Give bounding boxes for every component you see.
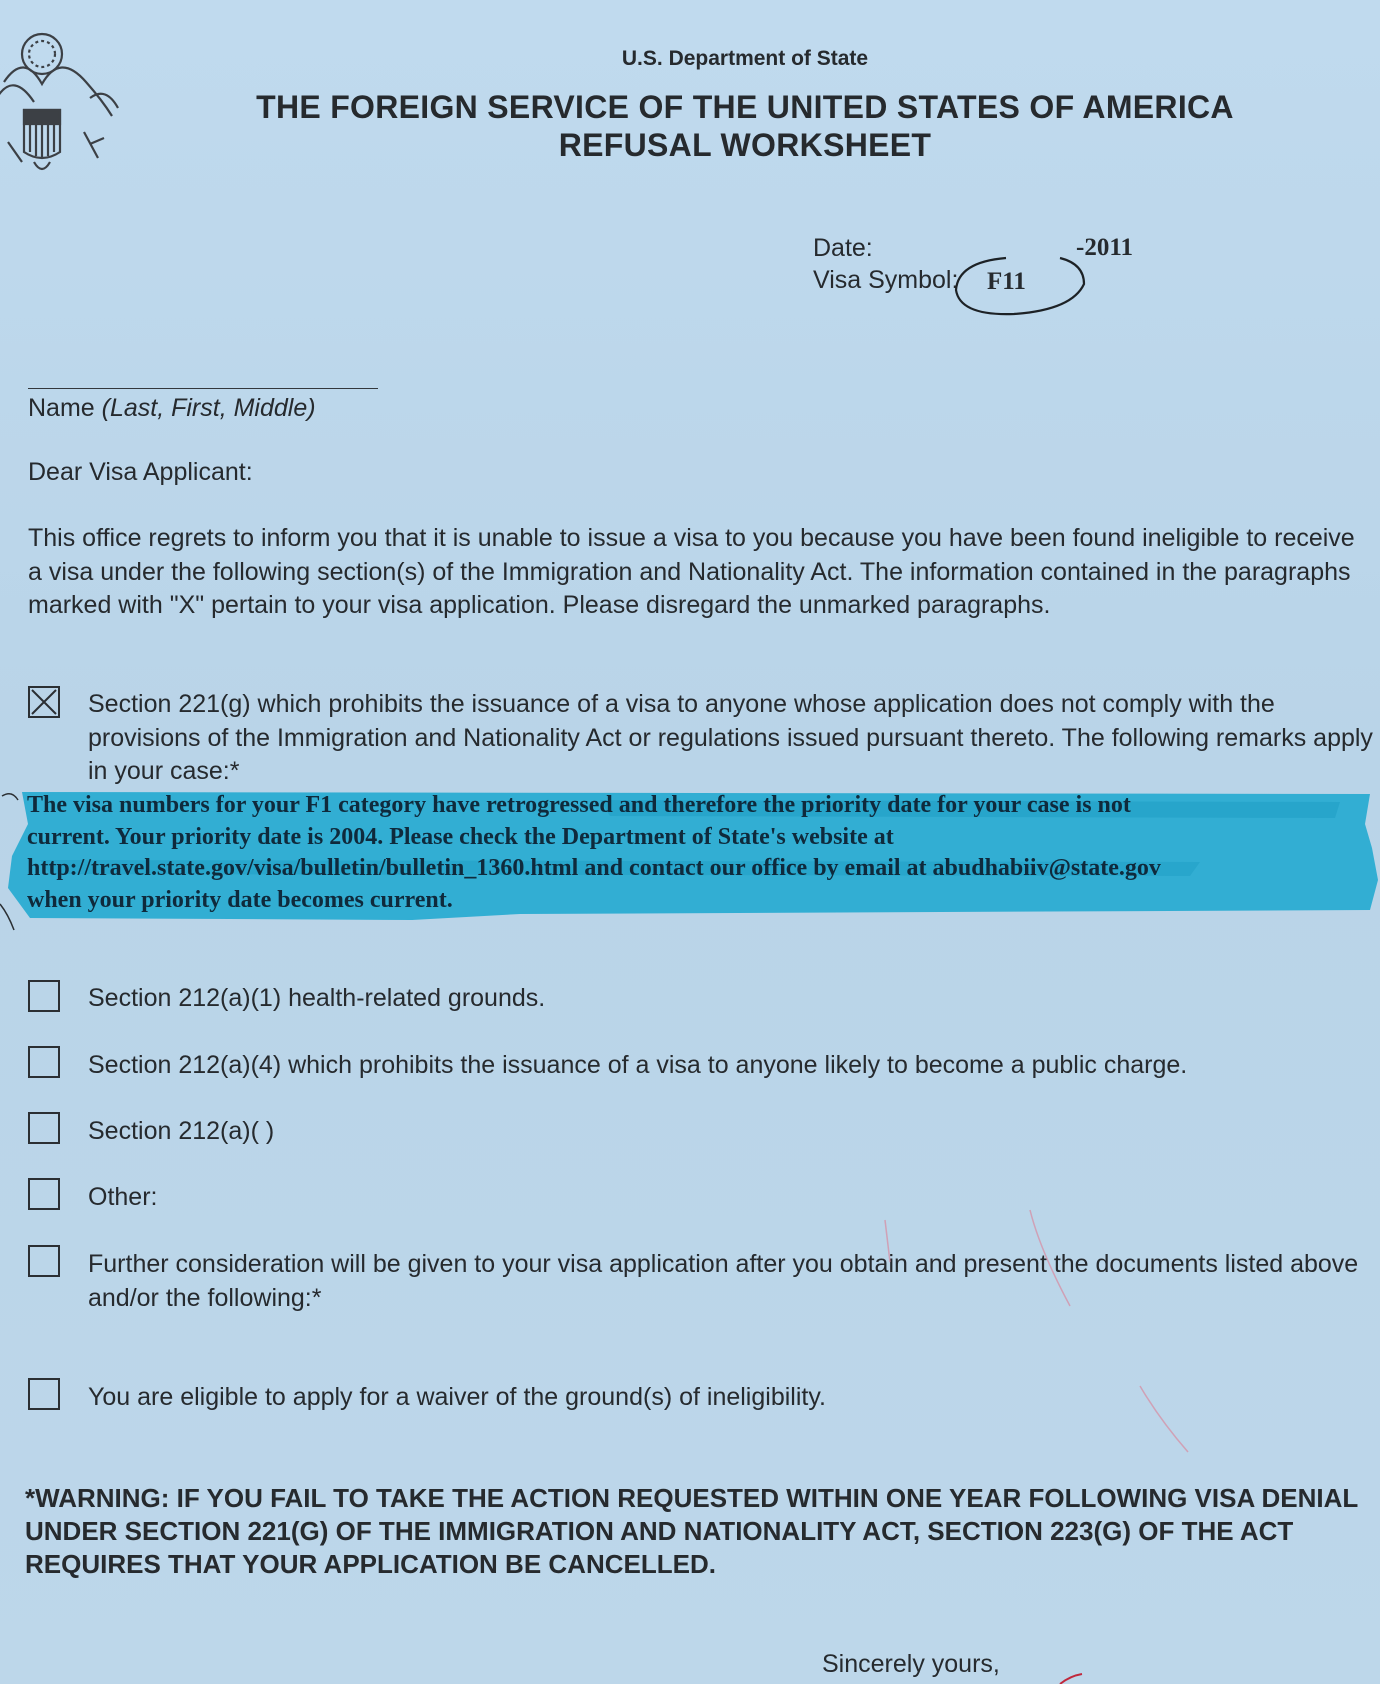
page-title (0, 88, 1380, 164)
waiver-eligibility-checkbox[interactable] (28, 1378, 60, 1410)
other-text: Other: (88, 1183, 158, 1211)
section-221g-text: Section 221(g) which prohibits the issuance of a visa to anyone whose application does not comply with the provisions of the Immigration and Nationality Act or regulations issued pursuant thereto. The following remarks apply in your case:* (88, 690, 1373, 785)
name-label-text: Name (28, 394, 95, 422)
checkmark-x-icon (30, 688, 58, 716)
handwritten-circle-mark (948, 250, 1088, 322)
warning-notice: *WARNING: IF YOU FAIL TO TAKE THE ACTION REQUESTED WITHIN ONE YEAR FOLLOWING VISA DENIAL UNDER SECTION 221(G) OF THE IMMIGRATION AND NATIONALITY ACT, SECTION 223(G) OF THE ACT REQUIRES THAT YOUR APPLICATION BE CANCELLED. (25, 1483, 1358, 1579)
section-212a1-text: Section 212(a)(1) health-related grounds. (88, 984, 546, 1012)
visa-symbol-value: F11 (987, 268, 1026, 295)
agency-name: U.S. Department of State (621, 47, 869, 70)
further-consideration-text: Further consideration will be given to your visa application after you obtain and present the documents listed above and/or the following:* (88, 1250, 1359, 1312)
case-remarks (27, 790, 1372, 916)
section-212a4-text: Section 212(a)(4) which prohibits the issuance of a visa to anyone likely to become a public charge. (88, 1051, 1188, 1079)
closing-signoff: Sincerely yours, (822, 1650, 1000, 1678)
name-hint: (Last, First, Middle) (101, 394, 316, 422)
remarks-line-4: when your priority date becomes current. (27, 886, 453, 913)
date-value: -2011 (1076, 234, 1133, 261)
remarks-line-3: http://travel.state.gov/visa/bulletin/bulletin_1360.html and contact our office by email at abudhabiiv@state.gov (27, 855, 1161, 881)
title-line-2: REFUSAL WORKSHEET (558, 127, 932, 163)
section-212a4-checkbox[interactable] (28, 1046, 60, 1078)
section-212a-blank-checkbox[interactable] (28, 1112, 60, 1144)
remarks-line-1: The visa numbers for your F1 category have retrogressed and therefore the priority date for your case is not (27, 792, 1131, 818)
other-checkbox[interactable] (28, 1178, 60, 1210)
remarks-line-2: current. Your priority date is 2004. Please check the Department of State's website at (27, 823, 894, 850)
name-signature-line (28, 388, 378, 389)
date-label: Date: (813, 234, 873, 262)
section-221g-checkbox[interactable] (28, 686, 60, 718)
waiver-eligibility-text: You are eligible to apply for a waiver of the ground(s) of ineligibility. (88, 1383, 826, 1411)
section-212a-blank-text: Section 212(a)( ) (88, 1117, 275, 1145)
intro-paragraph: This office regrets to inform you that it is unable to issue a visa to you because you have been found ineligible to receive a visa under the following section(s) of the Immigration and Nationality Act. The information contained in the paragraphs marked with "X" pertain to your visa application. Please disregard the unmarked paragraphs. (28, 524, 1355, 619)
further-consideration-checkbox[interactable] (28, 1245, 60, 1277)
title-line-1: THE FOREIGN SERVICE OF THE UNITED STATES OF AMERICA (256, 89, 1234, 125)
salutation: Dear Visa Applicant: (28, 458, 253, 486)
section-212a1-checkbox[interactable] (28, 980, 60, 1012)
visa-symbol-label: Visa Symbol: (813, 266, 959, 294)
name-label (28, 394, 316, 423)
